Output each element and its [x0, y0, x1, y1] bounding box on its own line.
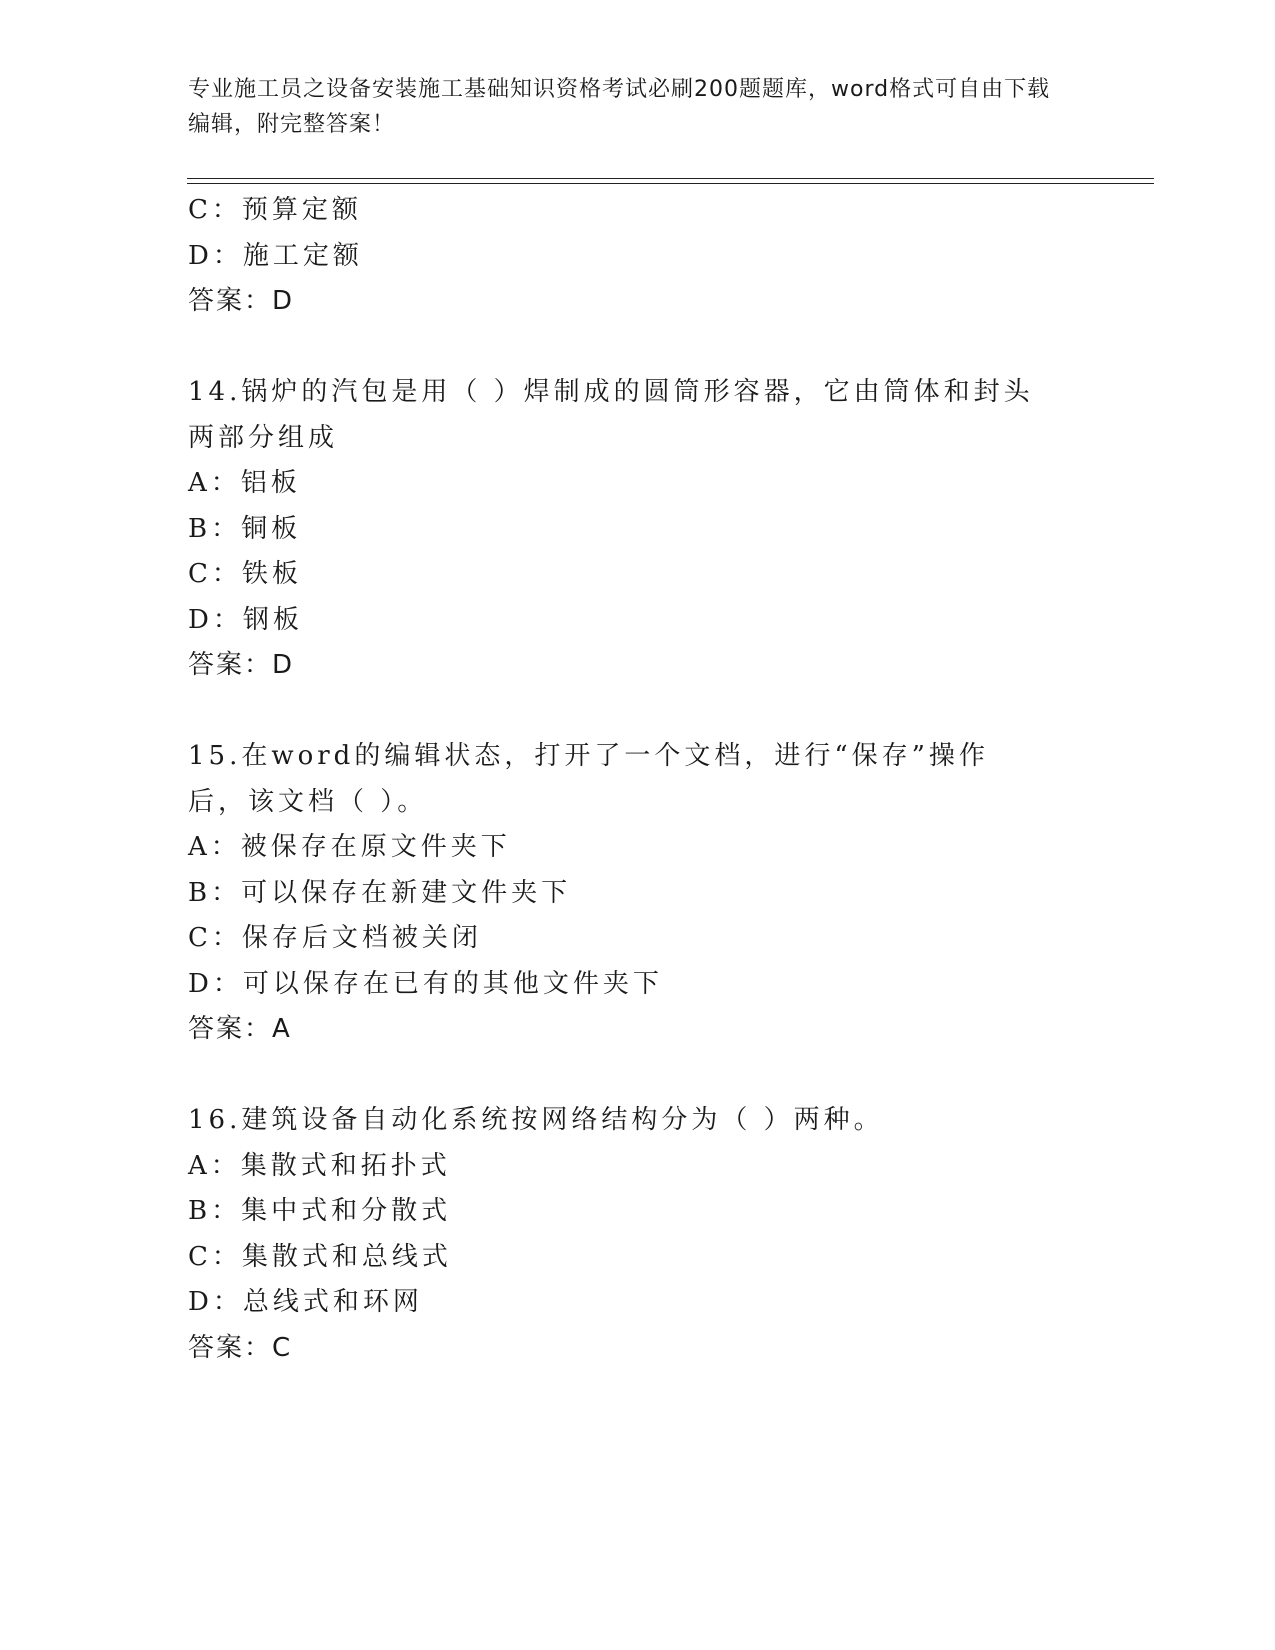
- answer: 答案：A: [188, 1014, 292, 1044]
- option-b: B：可以保存在新建文件夹下: [188, 877, 572, 908]
- spacer: [188, 689, 1068, 735]
- option-c: C：预算定额: [188, 195, 362, 225]
- question-stem: 15.在word的编辑状态，打开了一个文档，进行“保存”操作后，该文档（ ）。: [188, 741, 989, 817]
- question-14: [188, 370, 1068, 689]
- question-16: [188, 1098, 1068, 1371]
- option-a: A：被保存在原文件夹下: [188, 832, 511, 862]
- option-a: A：铝板: [188, 468, 301, 498]
- option-d: D：钢板: [188, 604, 303, 635]
- option-a: A：集散式和拓扑式: [188, 1150, 451, 1181]
- option-c: C：集散式和总线式: [188, 1241, 452, 1272]
- option-c: C：铁板: [188, 559, 302, 589]
- answer: 答案：C: [188, 1332, 293, 1363]
- question-15: [188, 734, 1068, 1053]
- question-stem: 16.建筑设备自动化系统按网络结构分为（ ）两种。: [188, 1105, 884, 1135]
- spacer: [188, 325, 1068, 371]
- answer: 答案：D: [188, 286, 295, 316]
- question-13-continued: [188, 188, 1068, 325]
- page-header: 专业施工员之设备安装施工基础知识资格考试必刷200题题库，word格式可自由下载编辑，附完整答案！: [188, 77, 1051, 137]
- option-d: D：可以保存在已有的其他文件夹下: [188, 968, 663, 999]
- option-b: B：集中式和分散式: [188, 1196, 452, 1226]
- header-rule-bottom: [187, 183, 1154, 184]
- option-c: C：保存后文档被关闭: [188, 923, 482, 953]
- spacer: [188, 1053, 1068, 1099]
- answer: 答案：D: [188, 650, 295, 680]
- option-d: D：总线式和环网: [188, 1287, 423, 1317]
- header-rule-top: [187, 178, 1154, 179]
- option-d: D：施工定额: [188, 240, 363, 271]
- option-b: B：铜板: [188, 513, 302, 544]
- question-content: [188, 188, 1068, 1371]
- question-stem: 14.锅炉的汽包是用（ ）焊制成的圆筒形容器，它由筒体和封头两部分组成: [188, 377, 1034, 453]
